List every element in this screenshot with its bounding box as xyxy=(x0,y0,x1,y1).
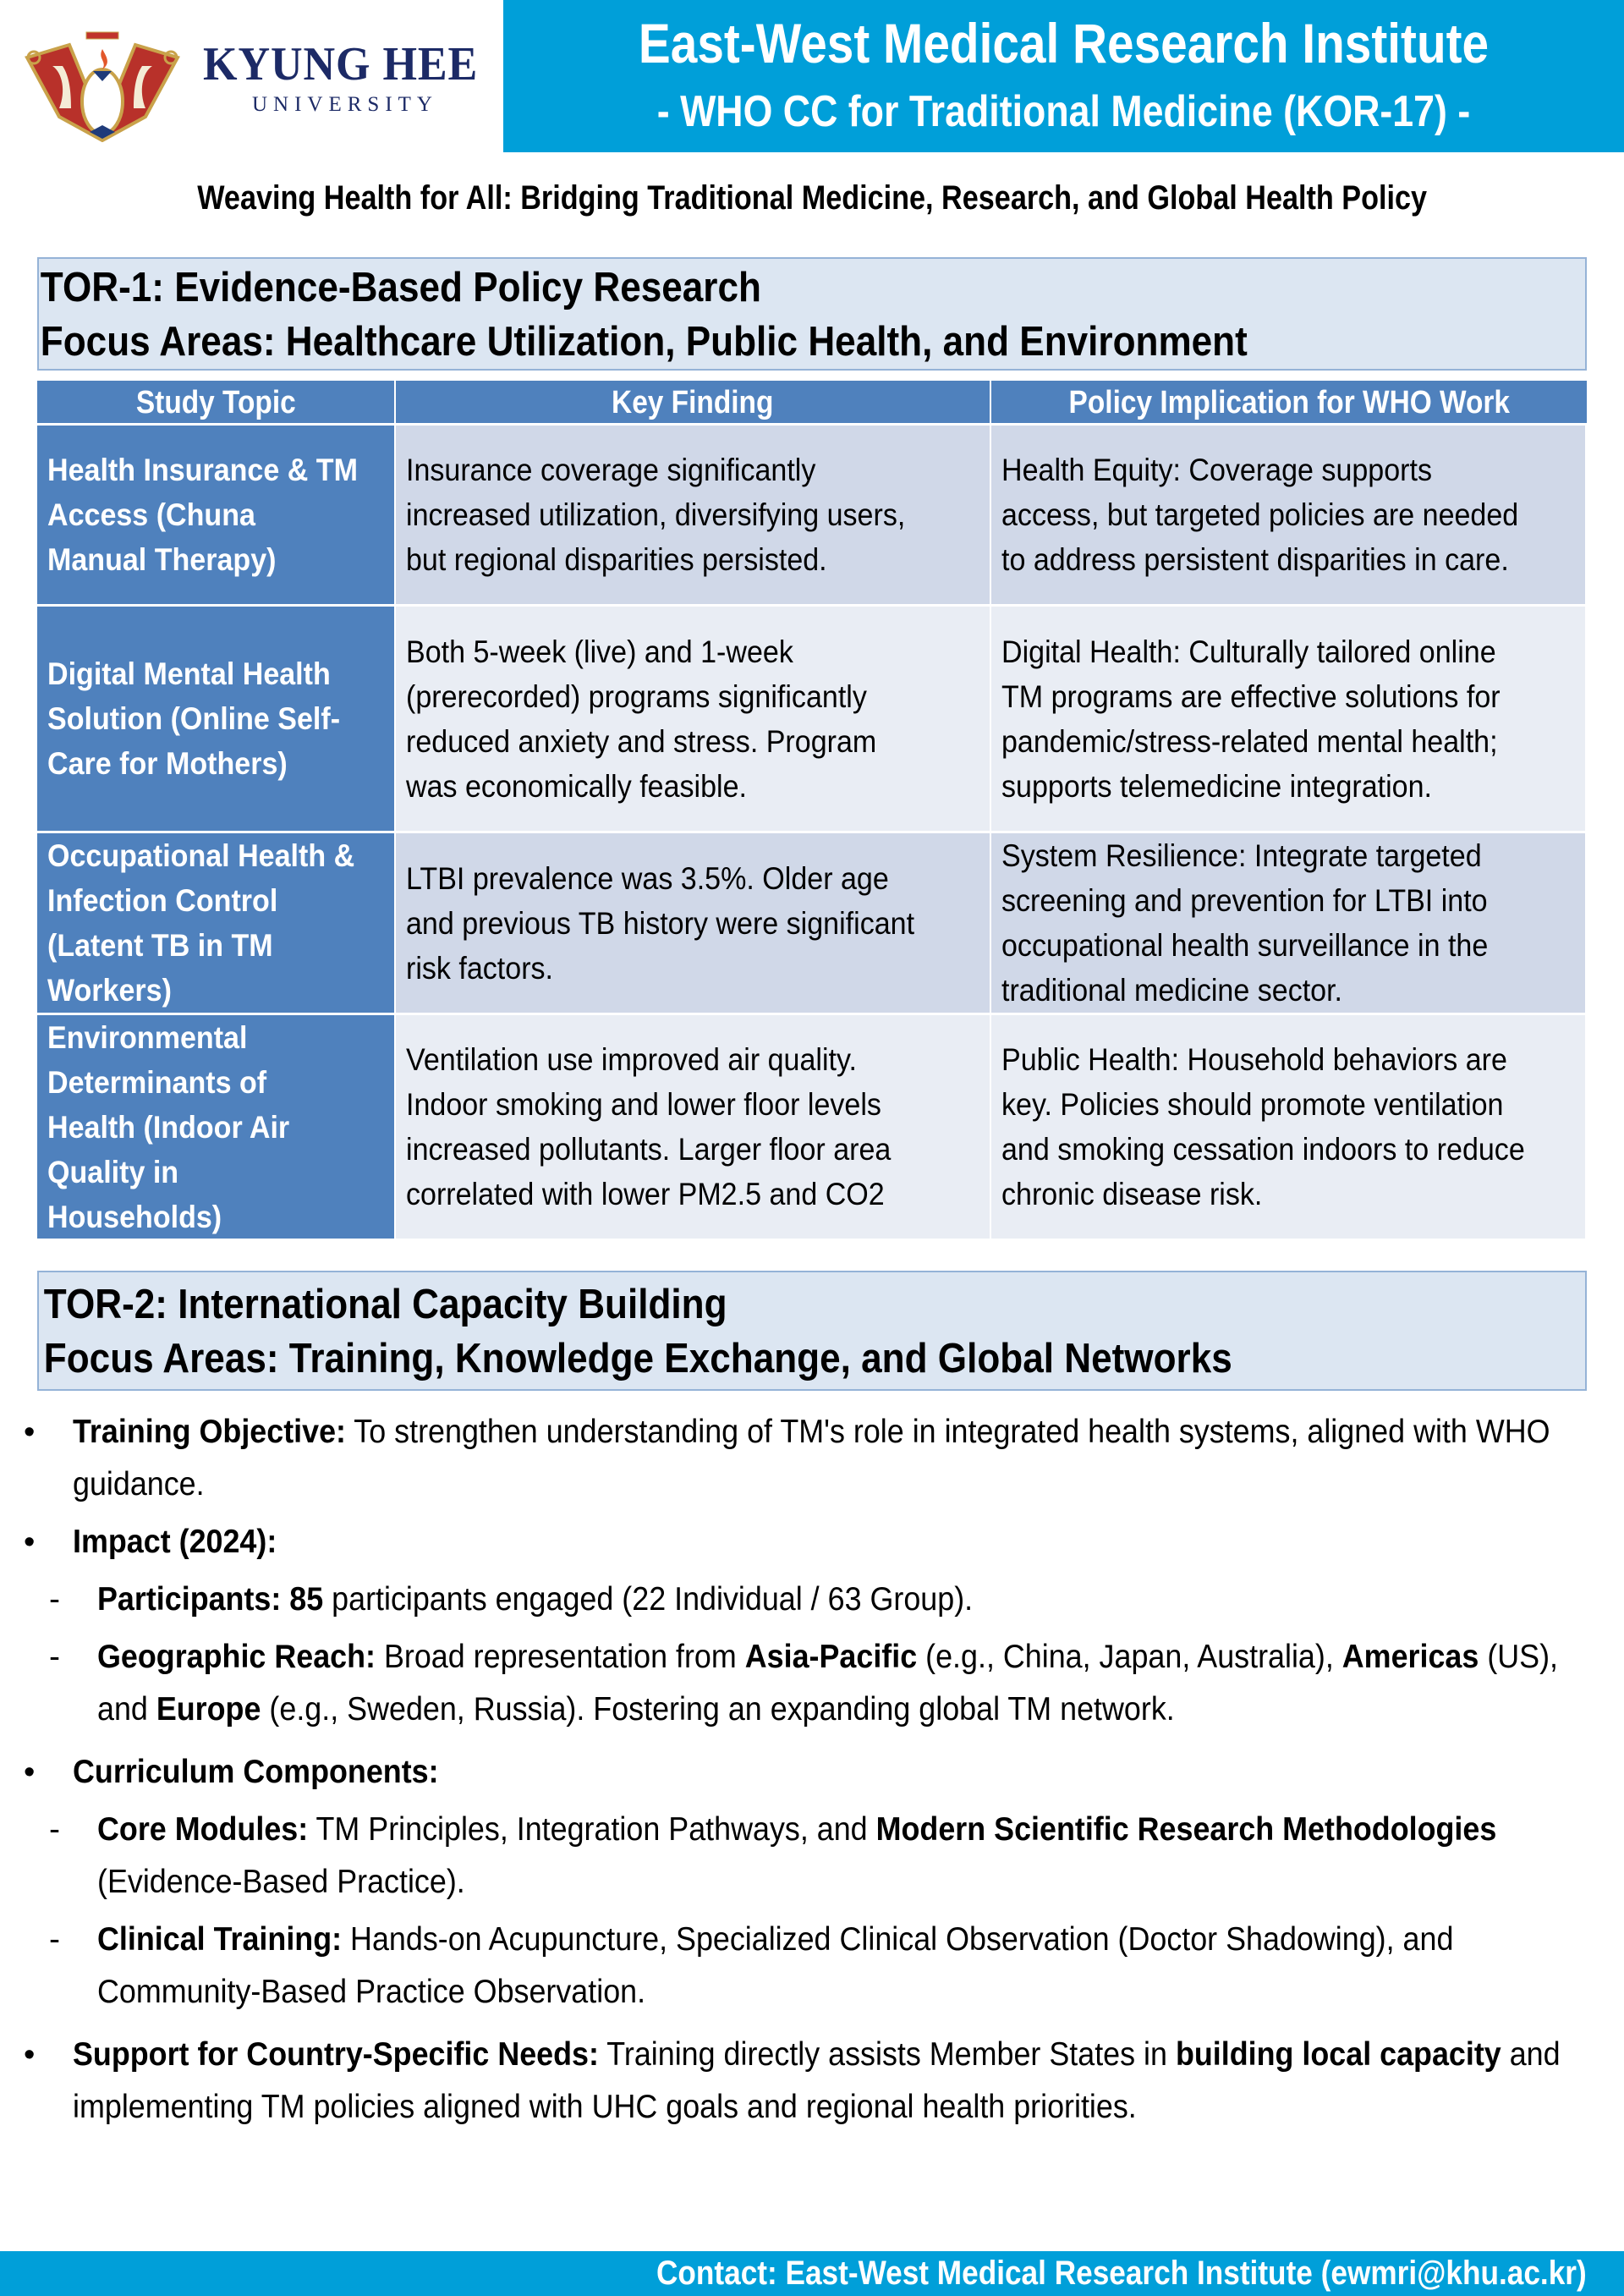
sub-bullet-geographic-reach xyxy=(0,1631,1624,1736)
study-topic-cell xyxy=(37,426,396,607)
poster-theme xyxy=(0,179,1624,217)
key-finding: Both 5-week (live) and 1-week (prerecorded) programs significantly reduced anxiety and stress. Program was economically feasible. xyxy=(406,634,877,804)
dash-icon: - xyxy=(49,1811,60,1848)
region-europe: Europe xyxy=(156,1691,261,1727)
bullet-emphasis: building local capacity xyxy=(1175,2036,1501,2073)
dash-icon: - xyxy=(49,1921,60,1958)
tor2-heading-box xyxy=(37,1271,1587,1391)
dash-icon: - xyxy=(49,1581,60,1618)
sub-bullet-clinical-training xyxy=(0,1914,1624,2019)
tor1-title: TOR-1: Evidence-Based Policy Research xyxy=(40,265,761,310)
bullet-icon: • xyxy=(24,2037,36,2073)
bullet-label: Curriculum Components: xyxy=(73,1754,439,1790)
bullet-support xyxy=(0,2029,1624,2134)
sub-bullet-label: Participants: 85 xyxy=(97,1581,324,1618)
policy-implication-cell xyxy=(991,833,1587,1015)
region-americas: Americas xyxy=(1341,1639,1479,1675)
key-finding-cell xyxy=(396,607,991,833)
policy-implication: System Resilience: Integrate targeted screening and prevention for LTBI into occupational health surveillance in the traditional medicine sector. xyxy=(1001,838,1489,1008)
policy-implication-cell xyxy=(991,1015,1587,1241)
table-row xyxy=(37,833,1587,1015)
bullet-text: and implementing TM policies aligned with UHC goals and regional health priorities. xyxy=(73,2036,1561,2125)
table-row xyxy=(37,1015,1587,1241)
university-wordmark xyxy=(203,38,499,117)
key-finding-cell xyxy=(396,1015,991,1241)
sub-bullet-text: participants engaged (22 Individual / 63 Group). xyxy=(323,1581,974,1618)
bullet-text: Training directly assists Member States in xyxy=(598,2036,1176,2073)
table-header-row xyxy=(37,381,1587,426)
sub-bullet-label: Clinical Training: xyxy=(97,1921,343,1958)
sub-bullet-emphasis: Modern Scientific Research Methodologies xyxy=(875,1811,1497,1848)
study-topic-cell xyxy=(37,607,396,833)
tor1-heading-box xyxy=(37,257,1587,371)
tor2-focus: Focus Areas: Training, Knowledge Exchange, and Global Networks xyxy=(43,1336,1232,1381)
poster-theme-text: Weaving Health for All: Bridging Traditional Medicine, Research, and Global Health Policy xyxy=(197,179,1427,217)
sub-bullet-core-modules xyxy=(0,1804,1624,1909)
column-header-implication xyxy=(991,381,1587,426)
institute-title: East-West Medical Research Institute xyxy=(638,12,1490,74)
research-table xyxy=(37,381,1587,1241)
bullet-icon: • xyxy=(24,1414,36,1450)
dash-icon: - xyxy=(49,1639,60,1675)
sub-bullet-text: (e.g., China, Japan, Australia), xyxy=(917,1639,1342,1675)
sub-bullet-text: Broad representation from xyxy=(375,1639,745,1675)
university-name: KYUNG HEE xyxy=(203,38,479,91)
sub-bullet-text: (Evidence-Based Practice). xyxy=(97,1864,465,1900)
sub-bullet-participants xyxy=(0,1574,1624,1626)
contact-text: Contact: East-West Medical Research Institute (ewmri@khu.ac.kr) xyxy=(656,2255,1587,2292)
key-finding-cell xyxy=(396,426,991,607)
policy-implication-cell xyxy=(991,607,1587,833)
policy-implication: Public Health: Household behaviors are key. Policies should promote ventilation and smoking cessation indoors to reduce chronic disease risk. xyxy=(1001,1042,1525,1211)
table-row xyxy=(37,607,1587,833)
bullet-icon: • xyxy=(24,1755,36,1790)
sub-bullet-label: Core Modules: xyxy=(97,1811,309,1848)
region-asia-pacific: Asia-Pacific xyxy=(744,1639,918,1675)
university-crest-icon xyxy=(19,24,186,142)
sub-bullet-text: Hands-on Acupuncture, Specialized Clinical Observation (Doctor Shadowing), and Community-Based Practice Observation. xyxy=(97,1921,1454,2010)
study-topic-cell xyxy=(37,833,396,1015)
bullet-icon: • xyxy=(24,1524,36,1560)
sub-bullet-label: Geographic Reach: xyxy=(97,1639,376,1675)
tor2-bullet-list xyxy=(0,1406,1624,2134)
bullet-label: Impact (2024): xyxy=(73,1524,277,1560)
key-finding: LTBI prevalence was 3.5%. Older age and previous TB history were significant risk factors. xyxy=(406,860,915,986)
contact-footer xyxy=(0,2251,1624,2296)
study-topic: Health Insurance & TM Access (Chuna Manual Therapy) xyxy=(47,453,358,577)
university-logo xyxy=(0,0,503,152)
institute-subtitle: - WHO CC for Traditional Medicine (KOR-17) - xyxy=(656,87,1471,136)
study-topic: Environmental Determinants of Health (Indoor Air Quality in Households) xyxy=(47,1019,290,1234)
bullet-label: Training Objective: xyxy=(73,1414,346,1450)
key-finding-cell xyxy=(396,833,991,1015)
bullet-training-objective xyxy=(0,1406,1624,1511)
table-row xyxy=(37,426,1587,607)
column-header-topic-text: Study Topic xyxy=(135,385,296,420)
column-header-finding xyxy=(396,381,991,426)
policy-implication: Digital Health: Culturally tailored online TM programs are effective solutions for pandemic/stress-related mental health; supports telemedicine integration. xyxy=(1001,634,1501,804)
bullet-impact xyxy=(0,1516,1624,1568)
column-header-implication-text: Policy Implication for WHO Work xyxy=(1068,385,1510,420)
key-finding: Insurance coverage significantly increased utilization, diversifying users, but regional disparities persisted. xyxy=(406,453,906,577)
key-finding: Ventilation use improved air quality. Indoor smoking and lower floor levels increased pollutants. Larger floor area correlated with lower PM2.5 and CO2 xyxy=(406,1042,892,1211)
policy-implication-cell xyxy=(991,426,1587,607)
tor2-title: TOR-2: International Capacity Building xyxy=(43,1282,727,1327)
study-topic: Digital Mental Health Solution (Online Self-Care for Mothers) xyxy=(47,656,341,781)
column-header-finding-text: Key Finding xyxy=(612,385,774,420)
sub-bullet-text: (US), and xyxy=(97,1639,1559,1727)
sub-bullet-text: TM Principles, Integration Pathways, and xyxy=(308,1811,876,1848)
tor1-focus: Focus Areas: Healthcare Utilization, Public Health, and Environment xyxy=(40,319,1248,365)
sub-bullet-text: (e.g., Sweden, Russia). Fostering an expanding global TM network. xyxy=(261,1691,1175,1727)
bullet-text: To strengthen understanding of TM's role in integrated health systems, aligned with WHO guidance. xyxy=(73,1414,1550,1502)
bullet-curriculum xyxy=(0,1746,1624,1799)
university-sub: UNIVERSITY xyxy=(252,93,438,116)
column-header-topic xyxy=(37,381,396,426)
title-banner xyxy=(503,0,1624,152)
study-topic: Occupational Health & Infection Control (Latent TB in TM Workers) xyxy=(47,838,355,1008)
policy-implication: Health Equity: Coverage supports access, but targeted policies are needed to address persistent disparities in care. xyxy=(1001,453,1519,577)
bullet-label: Support for Country-Specific Needs: xyxy=(73,2036,599,2073)
study-topic-cell xyxy=(37,1015,396,1241)
